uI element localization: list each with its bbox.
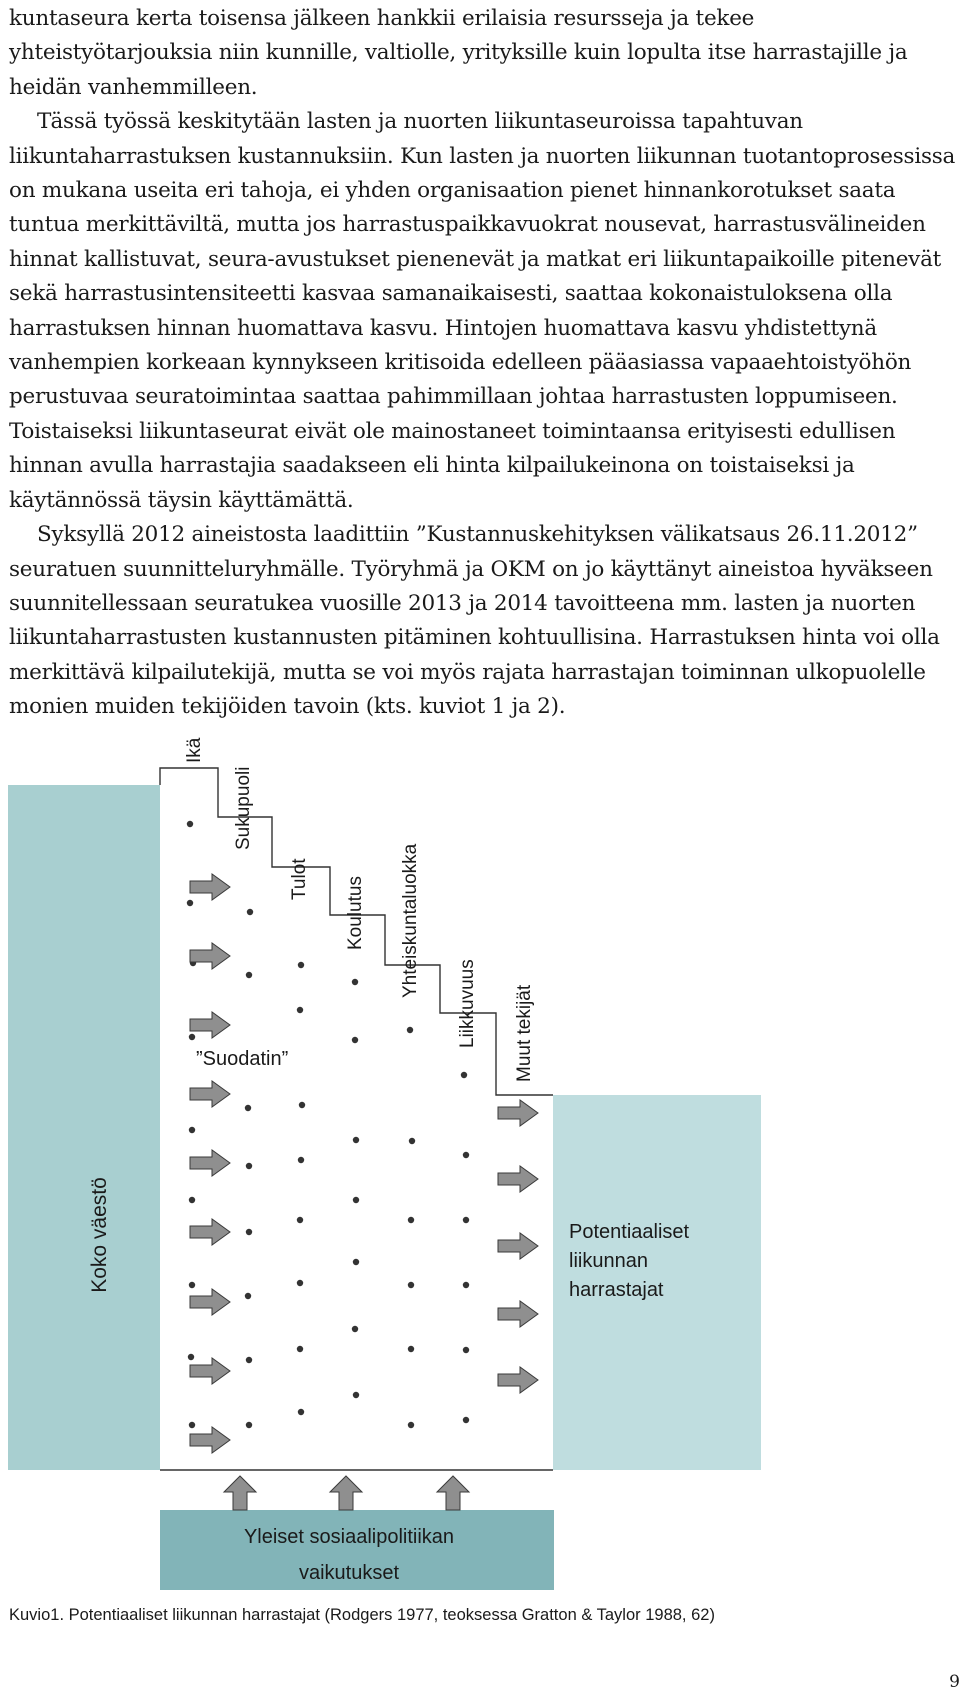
filter-dot bbox=[299, 1102, 305, 1108]
filter-dot bbox=[247, 909, 253, 915]
flow-arrow bbox=[190, 1427, 230, 1453]
flow-arrow bbox=[190, 1358, 230, 1384]
factor-label-social-class: Yhteiskuntaluokka bbox=[400, 843, 421, 998]
flow-arrow bbox=[190, 1012, 230, 1038]
filter-dot bbox=[297, 1007, 303, 1013]
filter-dot bbox=[297, 1346, 303, 1352]
flow-arrow bbox=[498, 1233, 538, 1259]
paragraph-2: Tässä työssä keskitytään lasten ja nuorten liikuntaseuroissa tapahtuvan liikuntaharrastuksen kustannuksiin. Kun lasten ja nuorten liikunnan tuotantoprosessissa on mukana useita eri tahoja, ei yhden organisaation pienet hinnankorotukset saata tuntua merkittäviltä, mutta jos harrastuspaikkavuokrat nousevat, harrastusvälineiden hinnat kallistuvat, seura-avustukset pienenevät ja matkat eri liikuntapaikoille pitenevät sekä harrastusintensiteetti kasvaa samanaikaisesti, saattaa kokonaistuloksena olla harrastuksen hinnan huomattava kasvu. Hintojen huomattava kasvu yhdistettynä vanhempien korkeaan kynnykseen kritisoida edelleen pääasiassa vapaaehtoistyöhön perustuvaa seuratoimintaa saattaa pahimmillaan johtaa harrastusten loppumiseen. Toistaiseksi liikuntaseurat eivät ole mainostaneet toimintaansa erityisesti edullisen hinnan avulla harrastajia saadakseen eli hinta kilpailukeinona on toistaiseksi ja käytännössä täysin käyttämättä. bbox=[9, 109, 956, 513]
filter-dot bbox=[353, 1197, 359, 1203]
filter-dot bbox=[245, 1105, 251, 1111]
filter-dot bbox=[463, 1417, 469, 1423]
factor-label-other: Muut tekijät bbox=[514, 984, 535, 1082]
filter-dot bbox=[189, 1422, 195, 1428]
flow-arrow bbox=[498, 1301, 538, 1327]
factor-label-gender: Sukupuoli bbox=[233, 766, 254, 850]
filter-dot bbox=[353, 1259, 359, 1265]
filter-dot bbox=[189, 1034, 195, 1040]
filter-dot bbox=[353, 1392, 359, 1398]
filter-dot bbox=[245, 1293, 251, 1299]
paragraph-1: kuntaseura kerta toisensa jälkeen hankkii erilaisia resursseja ja tekee yhteistyötarjouksia niin kunnille, valtiolle, yrityksille kuin lopulta itse harrastajille ja heidän vanhemmilleen. bbox=[9, 6, 908, 100]
filter-dot bbox=[407, 1027, 413, 1033]
filter-dot bbox=[297, 1280, 303, 1286]
body-text bbox=[9, 2, 959, 725]
filter-dot bbox=[246, 1229, 252, 1235]
potential-label-line-3: harrastajat bbox=[569, 1279, 664, 1301]
filter-dot bbox=[297, 1217, 303, 1223]
figure-diagram bbox=[0, 720, 960, 1600]
filter-dot bbox=[189, 1127, 195, 1133]
policy-label-line-1: Yleiset sosiaalipolitiikan bbox=[243, 1526, 455, 1548]
filter-dot bbox=[187, 900, 193, 906]
flow-arrow bbox=[498, 1100, 538, 1126]
flow-arrow bbox=[498, 1166, 538, 1192]
population-label: Koko väestö bbox=[88, 1177, 111, 1293]
filter-dot bbox=[188, 1354, 194, 1360]
filter-dot bbox=[246, 1357, 252, 1363]
filter-label: ”Suodatin” bbox=[196, 1048, 289, 1070]
filter-dot bbox=[461, 1072, 467, 1078]
factor-label-mobility: Liikkuvuus bbox=[457, 959, 478, 1048]
paragraph-3: Syksyllä 2012 aineistosta laadittiin ”Kustannuskehityksen välikatsaus 26.11.2012” seuratuen suunnitteluryhmälle. Työryhmä ja OKM on jo käyttänyt aineistoa hyväkseen suunnitellessaan seuratukea vuosille 2013 ja 2014 tavoitteena mm. lasten ja nuorten liikuntaharrastusten kustannusten pitäminen kohtuullisina. Harrastuksen hinta voi olla merkittävä kilpailutekijä, mutta se voi myös rajata harrastajan toiminnan ulkopuolelle monien muiden tekijöiden tavoin (kts. kuviot 1 ja 2). bbox=[9, 522, 940, 720]
flow-arrow bbox=[190, 1289, 230, 1315]
factor-label-education: Koulutus bbox=[345, 876, 366, 950]
page-number: 9 bbox=[949, 1672, 960, 1692]
filter-dot bbox=[463, 1347, 469, 1353]
policy-arrow bbox=[330, 1476, 362, 1510]
policy-arrow bbox=[224, 1476, 256, 1510]
flow-arrow bbox=[190, 1219, 230, 1245]
filter-dot bbox=[298, 962, 304, 968]
filter-dot bbox=[408, 1422, 414, 1428]
filter-dot bbox=[463, 1282, 469, 1288]
filter-dot bbox=[187, 821, 193, 827]
filter-dot bbox=[246, 972, 252, 978]
flow-arrow bbox=[190, 874, 230, 900]
filter-dot bbox=[352, 1037, 358, 1043]
factor-label-income: Tulot bbox=[289, 858, 310, 900]
filter-dot bbox=[463, 1217, 469, 1223]
flow-arrow bbox=[498, 1367, 538, 1393]
filter-dot bbox=[352, 1326, 358, 1332]
flow-arrows bbox=[190, 874, 538, 1510]
population-box bbox=[8, 785, 160, 1470]
filter-dot bbox=[408, 1282, 414, 1288]
figure-caption: Kuvio1. Potentiaaliset liikunnan harrastajat (Rodgers 1977, teoksessa Gratton & Taylor 1988, 62) bbox=[9, 1606, 715, 1624]
filter-dot bbox=[409, 1138, 415, 1144]
filter-dot bbox=[298, 1409, 304, 1415]
filter-dot bbox=[298, 1157, 304, 1163]
filter-dot bbox=[189, 1282, 195, 1288]
filter-dot bbox=[352, 979, 358, 985]
filter-dot bbox=[408, 1346, 414, 1352]
factor-label-age: Ikä bbox=[184, 737, 205, 763]
filter-dot bbox=[353, 1137, 359, 1143]
policy-label-line-2: vaikutukset bbox=[298, 1562, 400, 1584]
filter-dot bbox=[408, 1217, 414, 1223]
filter-dot bbox=[463, 1152, 469, 1158]
flow-arrow bbox=[190, 943, 230, 969]
filter-dot bbox=[189, 1197, 195, 1203]
filter-dot bbox=[246, 1422, 252, 1428]
flow-arrow bbox=[190, 1081, 230, 1107]
potential-label-line-1: Potentiaaliset bbox=[569, 1221, 690, 1243]
flow-arrow bbox=[190, 1150, 230, 1176]
potential-label-line-2: liikunnan bbox=[569, 1250, 648, 1272]
policy-arrow bbox=[437, 1476, 469, 1510]
filter-dot bbox=[246, 1163, 252, 1169]
